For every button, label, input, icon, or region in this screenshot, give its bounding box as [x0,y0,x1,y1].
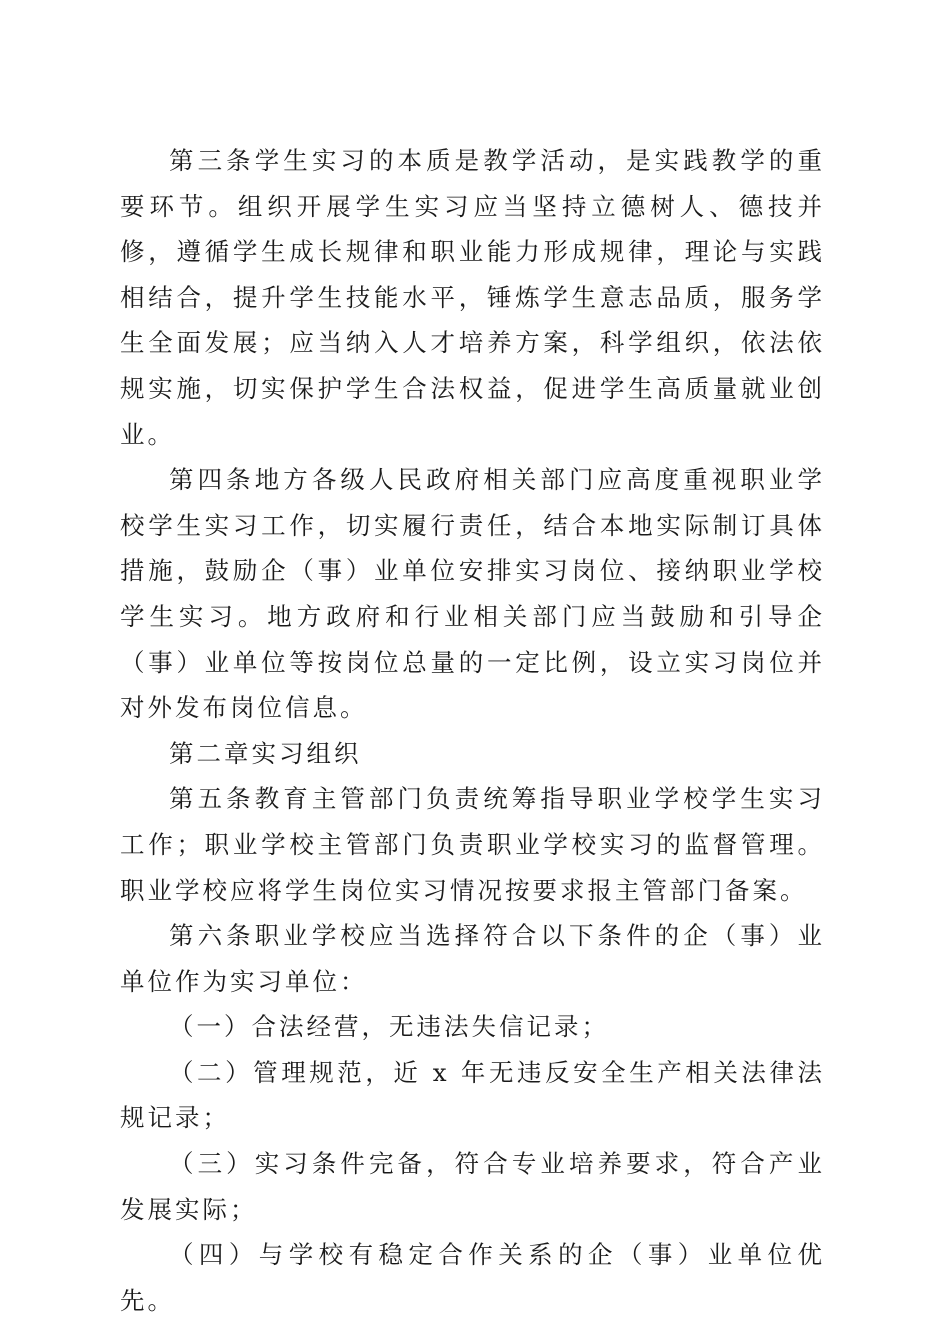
condition-1-item: （一）合法经营，无违法失信记录； [169,1012,609,1042]
condition-4-item: （四）与学校有稳定合作关系的企（事）业单位优先。 [120,1240,825,1315]
article-4-paragraph: 第四条地方各级人民政府相关部门应高度重视职业学校学生实习工作，切实履行责任，结合本地实际制订具体措施，鼓励企（事）业单位安排实习岗位、接纳职业学校学生实习。地方政府和行业相关部门应当鼓励和引导企（事）业单位等按岗位总量的一定比例，设立实习岗位并对外发布岗位信息。 [120,465,825,723]
chapter-2-heading: 第二章实习组织 [169,738,362,768]
article-3-paragraph: 第三条学生实习的本质是教学活动，是实践教学的重要环节。组织开展学生实习应当坚持立德树人、德技并修，遵循学生成长规律和职业能力形成规律，理论与实践相结合，提升学生技能水平，锤炼学生意志品质，服务学生全面发展；应当纳入人才培养方案，科学组织，依法依规实施，切实保护学生合法权益，促进学生高质量就业创业。 [120,146,825,449]
article-6-paragraph: 第六条职业学校应当选择符合以下条件的企（事）业单位作为实习单位： [120,921,825,996]
condition-2-item: （二）管理规范，近 x 年无违反安全生产相关法律法规记录； [120,1057,825,1133]
condition-3-item: （三）实习条件完备，符合专业培养要求，符合产业发展实际； [120,1149,825,1224]
article-5-paragraph: 第五条教育主管部门负责统筹指导职业学校学生实习工作；职业学校主管部门负责职业学校实习的监督管理。职业学校应将学生岗位实习情况按要求报主管部门备案。 [120,784,825,905]
document-body [120,138,825,1323]
